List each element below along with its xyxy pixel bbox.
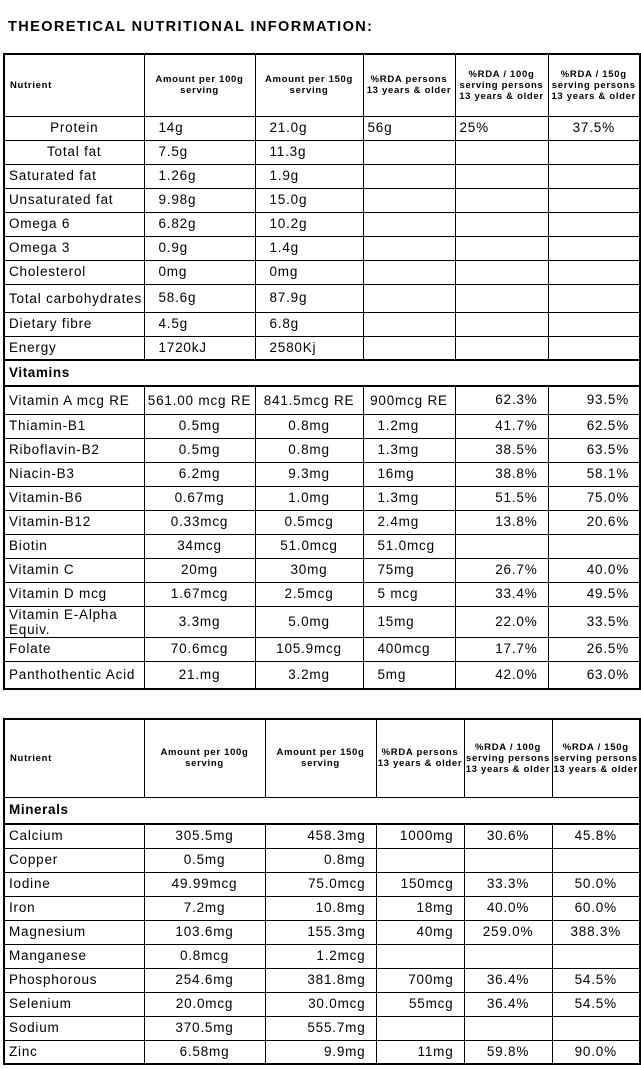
table-row: [4, 236, 640, 260]
rda-100g-cell: 42.0%: [455, 661, 548, 689]
amount-100g-cell: 254.6mg: [144, 968, 265, 992]
rda-150g-cell: [552, 848, 640, 872]
nutrient-name-cell: Vitamin A mcg RE: [4, 386, 144, 414]
nutrient-name-cell: Riboflavin-B2: [4, 438, 144, 462]
rda-100g-cell: 30.6%: [464, 824, 552, 848]
amount-100g-cell: 6.2mg: [144, 462, 255, 486]
table-row: [4, 510, 640, 534]
amount-150g-cell: 30.0mcg: [265, 992, 376, 1016]
amount-100g-cell: 103.6mg: [144, 920, 265, 944]
header-amount-100g: Amount per 100g serving: [144, 719, 265, 797]
rda-150g-cell: [548, 336, 640, 360]
rda-100g-cell: 40.0%: [464, 896, 552, 920]
rda-150g-cell: [552, 944, 640, 968]
nutrient-name-cell: Thiamin-B1: [4, 414, 144, 438]
amount-100g-cell: 6.58mg: [144, 1040, 265, 1064]
rda-150g-cell: [548, 312, 640, 336]
amount-150g-cell: 1.0mg: [255, 486, 363, 510]
nutrient-name-cell: Manganese: [4, 944, 144, 968]
rda-cell: [363, 312, 455, 336]
header-rda-100g: %RDA / 100g serving persons 13 years & older: [455, 54, 548, 116]
table-row: [4, 992, 640, 1016]
amount-100g-cell: 70.6mcg: [144, 637, 255, 661]
amount-100g-cell: 0.5mg: [144, 848, 265, 872]
header-amount-100g: Amount per 100g serving: [144, 54, 255, 116]
rda-100g-cell: [455, 212, 548, 236]
nutrient-name-cell: Iron: [4, 896, 144, 920]
rda-cell: 15mg: [363, 606, 455, 637]
rda-cell: [363, 260, 455, 284]
table-row: [4, 336, 640, 360]
amount-100g-cell: 0.8mcg: [144, 944, 265, 968]
amount-150g-cell: 2.5mcg: [255, 582, 363, 606]
table-row: [4, 438, 640, 462]
table-row: [4, 1016, 640, 1040]
amount-150g-cell: 15.0g: [255, 188, 363, 212]
rda-100g-cell: [455, 188, 548, 212]
rda-cell: [363, 212, 455, 236]
rda-150g-cell: 50.0%: [552, 872, 640, 896]
table-row: [4, 848, 640, 872]
vitamins-nutrition-table: [3, 53, 641, 690]
rda-100g-cell: [455, 534, 548, 558]
nutrient-name-cell: Sodium: [4, 1016, 144, 1040]
amount-150g-cell: 6.8g: [255, 312, 363, 336]
rda-100g-cell: 33.3%: [464, 872, 552, 896]
header-amount-150g: Amount per 150g serving: [255, 54, 363, 116]
rda-150g-cell: 63.5%: [548, 438, 640, 462]
rda-100g-cell: 25%: [455, 116, 548, 140]
nutrient-name-cell: Phosphorous: [4, 968, 144, 992]
nutrient-name-cell: Copper: [4, 848, 144, 872]
amount-100g-cell: 20.0mcg: [144, 992, 265, 1016]
rda-cell: [363, 336, 455, 360]
rda-cell: 400mcg: [363, 637, 455, 661]
rda-cell: 700mg: [376, 968, 464, 992]
rda-150g-cell: 388.3%: [552, 920, 640, 944]
rda-cell: 1.3mg: [363, 438, 455, 462]
minerals-nutrition-table: [3, 718, 641, 1065]
table-row: [4, 486, 640, 510]
amount-100g-cell: 0.5mg: [144, 438, 255, 462]
table-row: [4, 896, 640, 920]
rda-100g-cell: [455, 260, 548, 284]
amount-100g-cell: 1720kJ: [144, 336, 255, 360]
header-nutrient: Nutrient: [4, 719, 144, 797]
rda-150g-cell: [548, 164, 640, 188]
amount-100g-cell: 49.99mcg: [144, 872, 265, 896]
nutrient-name-cell: Cholesterol: [4, 260, 144, 284]
amount-150g-cell: 9.3mg: [255, 462, 363, 486]
rda-cell: [376, 848, 464, 872]
amount-150g-cell: 2580Kj: [255, 336, 363, 360]
amount-100g-cell: 4.5g: [144, 312, 255, 336]
amount-100g-cell: 9.98g: [144, 188, 255, 212]
rda-100g-cell: [455, 336, 548, 360]
table-row: [4, 534, 640, 558]
table-row: [4, 462, 640, 486]
rda-cell: 150mcg: [376, 872, 464, 896]
rda-150g-cell: 93.5%: [548, 386, 640, 414]
nutrient-name-cell: Saturated fat: [4, 164, 144, 188]
rda-100g-cell: 36.4%: [464, 968, 552, 992]
table-row: [4, 968, 640, 992]
nutrient-name-cell: Total carbohydrates: [4, 284, 144, 312]
rda-150g-cell: [548, 212, 640, 236]
table-row: [4, 284, 640, 312]
rda-150g-cell: 54.5%: [552, 968, 640, 992]
rda-cell: [363, 284, 455, 312]
rda-cell: 2.4mg: [363, 510, 455, 534]
rda-100g-cell: 38.8%: [455, 462, 548, 486]
rda-100g-cell: [455, 164, 548, 188]
amount-100g-cell: 7.2mg: [144, 896, 265, 920]
amount-150g-cell: 1.2mcg: [265, 944, 376, 968]
rda-100g-cell: 38.5%: [455, 438, 548, 462]
nutrient-name-cell: Energy: [4, 336, 144, 360]
rda-cell: [376, 944, 464, 968]
nutrient-name-cell: Total fat: [4, 140, 144, 164]
nutrient-name-cell: Vitamin-B12: [4, 510, 144, 534]
nutrient-name-cell: Calcium: [4, 824, 144, 848]
nutrient-name-cell: Niacin-B3: [4, 462, 144, 486]
amount-150g-cell: 0mg: [255, 260, 363, 284]
rda-100g-cell: 259.0%: [464, 920, 552, 944]
rda-150g-cell: [548, 236, 640, 260]
amount-100g-cell: 58.6g: [144, 284, 255, 312]
amount-150g-cell: 75.0mcg: [265, 872, 376, 896]
table-row: [4, 582, 640, 606]
rda-150g-cell: [548, 284, 640, 312]
amount-100g-cell: 6.82g: [144, 212, 255, 236]
amount-150g-cell: 21.0g: [255, 116, 363, 140]
amount-100g-cell: 7.5g: [144, 140, 255, 164]
table-row: [4, 637, 640, 661]
table-row: [4, 920, 640, 944]
nutrient-name-cell: Magnesium: [4, 920, 144, 944]
rda-100g-cell: 41.7%: [455, 414, 548, 438]
header-rda-100g: %RDA / 100g serving persons 13 years & older: [464, 719, 552, 797]
rda-150g-cell: [548, 188, 640, 212]
amount-100g-cell: 0mg: [144, 260, 255, 284]
rda-100g-cell: 59.8%: [464, 1040, 552, 1064]
section-row-minerals: [4, 797, 640, 824]
table-row: [4, 872, 640, 896]
amount-150g-cell: 87.9g: [255, 284, 363, 312]
table-row: [4, 661, 640, 689]
rda-100g-cell: [455, 236, 548, 260]
nutrient-name-cell: Selenium: [4, 992, 144, 1016]
amount-150g-cell: 10.2g: [255, 212, 363, 236]
amount-100g-cell: 561.00 mcg RE: [144, 386, 255, 414]
amount-150g-cell: 555.7mg: [265, 1016, 376, 1040]
amount-150g-cell: 11.3g: [255, 140, 363, 164]
rda-cell: 16mg: [363, 462, 455, 486]
amount-100g-cell: 370.5mg: [144, 1016, 265, 1040]
table-row: [4, 140, 640, 164]
nutrient-name-cell: Dietary fibre: [4, 312, 144, 336]
amount-150g-cell: 1.4g: [255, 236, 363, 260]
header-rda: %RDA persons 13 years & older: [363, 54, 455, 116]
table-row: [4, 386, 640, 414]
rda-150g-cell: 63.0%: [548, 661, 640, 689]
amount-100g-cell: 0.9g: [144, 236, 255, 260]
rda-cell: 900mcg RE: [363, 386, 455, 414]
amount-150g-cell: 0.8mg: [255, 438, 363, 462]
nutrient-name-cell: Unsaturated fat: [4, 188, 144, 212]
rda-cell: [376, 1016, 464, 1040]
rda-100g-cell: 17.7%: [455, 637, 548, 661]
nutrient-name-cell: Protein: [4, 116, 144, 140]
rda-cell: 5mg: [363, 661, 455, 689]
rda-100g-cell: 22.0%: [455, 606, 548, 637]
rda-150g-cell: 62.5%: [548, 414, 640, 438]
nutrient-name-cell: Omega 6: [4, 212, 144, 236]
rda-150g-cell: 37.5%: [548, 116, 640, 140]
amount-150g-cell: 381.8mg: [265, 968, 376, 992]
rda-100g-cell: 26.7%: [455, 558, 548, 582]
amount-100g-cell: 20mg: [144, 558, 255, 582]
rda-100g-cell: 51.5%: [455, 486, 548, 510]
rda-100g-cell: [455, 284, 548, 312]
amount-150g-cell: 30mg: [255, 558, 363, 582]
rda-150g-cell: 75.0%: [548, 486, 640, 510]
rda-150g-cell: 20.6%: [548, 510, 640, 534]
amount-100g-cell: 0.33mcg: [144, 510, 255, 534]
table-row: [4, 606, 640, 637]
nutrient-name-cell: Biotin: [4, 534, 144, 558]
rda-cell: 1.2mg: [363, 414, 455, 438]
table-row: [4, 944, 640, 968]
amount-100g-cell: 3.3mg: [144, 606, 255, 637]
nutrient-name-cell: Vitamin-B6: [4, 486, 144, 510]
amount-150g-cell: 458.3mg: [265, 824, 376, 848]
nutrient-name-cell: Omega 3: [4, 236, 144, 260]
rda-cell: 18mg: [376, 896, 464, 920]
amount-150g-cell: 9.9mg: [265, 1040, 376, 1064]
rda-cell: 56g: [363, 116, 455, 140]
amount-100g-cell: 14g: [144, 116, 255, 140]
table-row: [4, 260, 640, 284]
rda-100g-cell: 13.8%: [455, 510, 548, 534]
rda-150g-cell: 26.5%: [548, 637, 640, 661]
table-row: [4, 188, 640, 212]
amount-150g-cell: 3.2mg: [255, 661, 363, 689]
page-title: THEORETICAL NUTRITIONAL INFORMATION:: [8, 19, 374, 35]
table-row: [4, 824, 640, 848]
amount-100g-cell: 1.67mcg: [144, 582, 255, 606]
header-nutrient: Nutrient: [4, 54, 144, 116]
rda-150g-cell: [548, 534, 640, 558]
table-row: [4, 312, 640, 336]
rda-cell: 40mg: [376, 920, 464, 944]
header-amount-150g: Amount per 150g serving: [265, 719, 376, 797]
header-rda: %RDA persons 13 years & older: [376, 719, 464, 797]
amount-100g-cell: 21.mg: [144, 661, 255, 689]
nutrient-name-cell: Panthothentic Acid: [4, 661, 144, 689]
amount-100g-cell: 0.5mg: [144, 414, 255, 438]
header-rda-150g: %RDA / 150g serving persons 13 years & older: [552, 719, 640, 797]
rda-100g-cell: [464, 1016, 552, 1040]
table-row: [4, 558, 640, 582]
section-label-minerals: Minerals: [4, 797, 640, 824]
amount-150g-cell: 5.0mg: [255, 606, 363, 637]
rda-150g-cell: [548, 260, 640, 284]
nutrient-name-cell: Zinc: [4, 1040, 144, 1064]
rda-cell: [363, 164, 455, 188]
nutrient-name-cell: Vitamin C: [4, 558, 144, 582]
section-label-vitamins: Vitamins: [4, 360, 640, 386]
rda-150g-cell: [548, 140, 640, 164]
amount-100g-cell: 34mcg: [144, 534, 255, 558]
amount-150g-cell: 1.9g: [255, 164, 363, 188]
amount-150g-cell: 0.5mcg: [255, 510, 363, 534]
rda-100g-cell: [464, 848, 552, 872]
amount-100g-cell: 305.5mg: [144, 824, 265, 848]
table-header-row: [4, 54, 640, 116]
rda-150g-cell: 33.5%: [548, 606, 640, 637]
nutrient-name-cell: Iodine: [4, 872, 144, 896]
rda-100g-cell: 36.4%: [464, 992, 552, 1016]
nutrient-name-cell: Vitamin D mcg: [4, 582, 144, 606]
rda-cell: 55mcg: [376, 992, 464, 1016]
table-header-row: [4, 719, 640, 797]
amount-100g-cell: 1.26g: [144, 164, 255, 188]
rda-150g-cell: 58.1%: [548, 462, 640, 486]
amount-150g-cell: 0.8mg: [255, 414, 363, 438]
rda-150g-cell: 49.5%: [548, 582, 640, 606]
amount-150g-cell: 105.9mcg: [255, 637, 363, 661]
header-rda-150g: %RDA / 150g serving persons 13 years & older: [548, 54, 640, 116]
amount-100g-cell: 0.67mg: [144, 486, 255, 510]
rda-cell: [363, 140, 455, 164]
nutrient-name-cell: Vitamin E-Alpha Equiv.: [4, 606, 144, 637]
rda-cell: 51.0mcg: [363, 534, 455, 558]
amount-150g-cell: 841.5mcg RE: [255, 386, 363, 414]
rda-100g-cell: 62.3%: [455, 386, 548, 414]
rda-150g-cell: [552, 1016, 640, 1040]
table-row: [4, 116, 640, 140]
amount-150g-cell: 0.8mg: [265, 848, 376, 872]
amount-150g-cell: 155.3mg: [265, 920, 376, 944]
table-row: [4, 1040, 640, 1064]
rda-cell: [363, 188, 455, 212]
rda-100g-cell: [464, 944, 552, 968]
nutrient-name-cell: Folate: [4, 637, 144, 661]
rda-cell: 1000mg: [376, 824, 464, 848]
table-row: [4, 414, 640, 438]
rda-cell: 5 mcg: [363, 582, 455, 606]
rda-150g-cell: 90.0%: [552, 1040, 640, 1064]
rda-150g-cell: 40.0%: [548, 558, 640, 582]
amount-150g-cell: 10.8mg: [265, 896, 376, 920]
rda-150g-cell: 45.8%: [552, 824, 640, 848]
rda-150g-cell: 54.5%: [552, 992, 640, 1016]
rda-cell: [363, 236, 455, 260]
amount-150g-cell: 51.0mcg: [255, 534, 363, 558]
section-row-vitamins: [4, 360, 640, 386]
table-row: [4, 212, 640, 236]
rda-100g-cell: [455, 312, 548, 336]
rda-100g-cell: [455, 140, 548, 164]
table-row: [4, 164, 640, 188]
rda-150g-cell: 60.0%: [552, 896, 640, 920]
rda-cell: 75mg: [363, 558, 455, 582]
rda-100g-cell: 33.4%: [455, 582, 548, 606]
rda-cell: 11mg: [376, 1040, 464, 1064]
rda-cell: 1.3mg: [363, 486, 455, 510]
